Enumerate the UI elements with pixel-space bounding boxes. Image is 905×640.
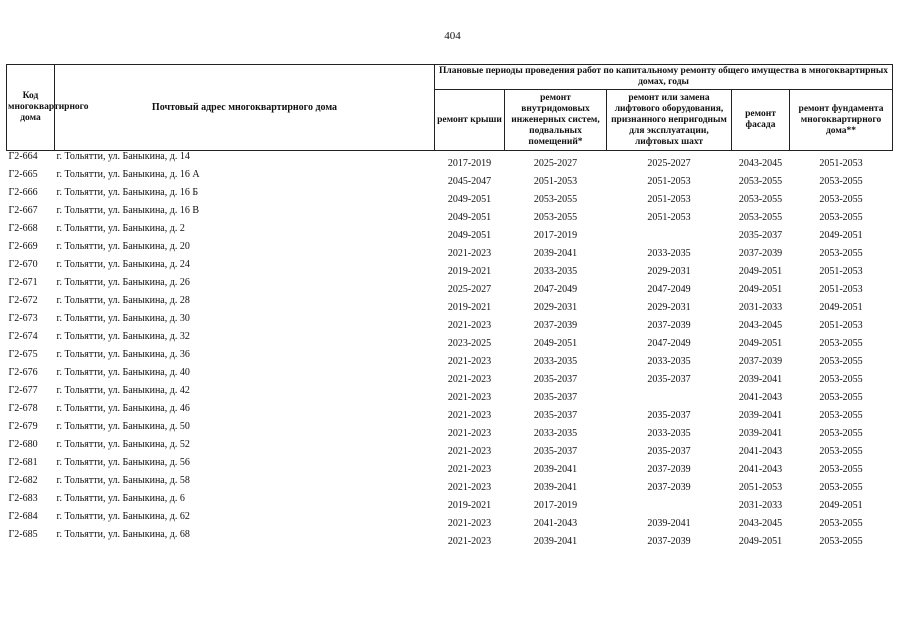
cell-systems: 2039-2041 [533,482,578,493]
page-number: 404 [444,30,461,42]
cell-lift: 2035-2037 [647,446,691,457]
cell-code: Г2-669 [8,241,38,252]
cell-facade: 2043-2045 [738,518,783,529]
cell-lift: 2033-2035 [647,428,691,439]
cell-lift: 2035-2037 [647,410,691,421]
cell-systems: 2033-2035 [533,356,578,367]
cell-roof: 2021-2023 [447,536,492,547]
cell-code: Г2-682 [8,475,38,486]
table-row [7,511,893,529]
cell-roof: 2021-2023 [447,482,492,493]
cell-foundation: 2053-2055 [819,338,863,349]
cell-foundation: 2053-2055 [819,428,863,439]
cell-address: г. Тольятти, ул. Баныкина, д. 20 [56,241,190,252]
cell-address: г. Тольятти, ул. Баныкина, д. 68 [56,529,190,540]
cell-systems: 2035-2037 [533,392,578,403]
cell-address: г. Тольятти, ул. Баныкина, д. 16 В [56,205,199,216]
cell-code: Г2-683 [8,493,38,504]
table-row [7,403,893,421]
cell-address: г. Тольятти, ул. Баныкина, д. 16 Б [56,187,199,198]
header-group: Плановые периоды проведения работ по капитальному ремонту общего имущества в многоквартирных домах, годы [435,65,893,90]
table-row [7,367,893,385]
header-systems: ремонт внутридомовых инженерных систем, подвальных помещений* [505,90,607,151]
cell-systems: 2033-2035 [533,428,578,439]
cell-code: Г2-675 [8,349,38,360]
cell-lift: 2039-2041 [647,518,691,529]
cell-code: Г2-672 [8,295,38,306]
cell-facade: 2043-2045 [738,320,783,331]
cell-systems: 2039-2041 [533,248,578,259]
cell-systems: 2047-2049 [533,284,578,295]
cell-lift: 2051-2053 [647,212,691,223]
cell-code: Г2-665 [8,169,38,180]
cell-systems: 2035-2037 [533,410,578,421]
cell-systems: 2017-2019 [533,230,578,241]
cell-address: г. Тольятти, ул. Баныкина, д. 16 А [56,169,200,180]
header-facade: ремонт фасада [732,90,790,151]
cell-address: г. Тольятти, ул. Баныкина, д. 56 [56,457,190,468]
cell-roof: 2045-2047 [447,176,492,187]
cell-code: Г2-685 [8,529,38,540]
cell-systems: 2037-2039 [533,320,578,331]
table-body [7,151,893,548]
cell-systems: 2035-2037 [533,374,578,385]
table-row [7,457,893,475]
cell-roof: 2021-2023 [447,320,492,331]
cell-facade: 2049-2051 [738,284,783,295]
cell-systems: 2039-2041 [533,464,578,475]
cell-address: г. Тольятти, ул. Баныкина, д. 24 [56,259,190,270]
cell-roof: 2049-2051 [447,194,492,205]
cell-facade: 2051-2053 [738,482,783,493]
table-row [7,151,893,170]
cell-foundation: 2049-2051 [819,302,863,313]
cell-code: Г2-674 [8,331,38,342]
cell-code: Г2-677 [8,385,38,396]
cell-lift [607,385,732,403]
cell-systems: 2041-2043 [533,518,578,529]
cell-systems: 2025-2027 [533,158,578,169]
cell-facade: 2053-2055 [738,212,783,223]
cell-code: Г2-673 [8,313,38,324]
table-row [7,331,893,349]
cell-roof: 2021-2023 [447,428,492,439]
cell-facade: 2049-2051 [738,536,783,547]
cell-address: г. Тольятти, ул. Баныкина, д. 36 [56,349,190,360]
cell-foundation: 2053-2055 [819,536,863,547]
cell-systems: 2049-2051 [533,338,578,349]
cell-address: г. Тольятти, ул. Баныкина, д. 46 [56,403,190,414]
cell-foundation: 2053-2055 [819,464,863,475]
cell-roof: 2019-2021 [447,266,492,277]
cell-code: Г2-667 [8,205,38,216]
cell-code: Г2-676 [8,367,38,378]
cell-address: г. Тольятти, ул. Баныкина, д. 58 [56,475,190,486]
cell-foundation: 2053-2055 [819,374,863,385]
cell-facade: 2049-2051 [738,338,783,349]
table-row [7,475,893,493]
cell-address: г. Тольятти, ул. Баныкина, д. 2 [56,223,185,234]
cell-address: г. Тольятти, ул. Баныкина, д. 26 [56,277,190,288]
cell-lift: 2029-2031 [647,266,691,277]
cell-facade: 2039-2041 [738,410,783,421]
header-address: Почтовый адрес многоквартирного дома [55,65,435,151]
table-row [7,241,893,259]
table-row [7,421,893,439]
table-row [7,187,893,205]
cell-address: г. Тольятти, ул. Баныкина, д. 50 [56,421,190,432]
cell-roof: 2021-2023 [447,248,492,259]
cell-code: Г2-664 [8,151,38,162]
cell-lift [607,223,732,241]
cell-foundation: 2051-2053 [819,158,863,169]
header-roof: ремонт крыши [435,90,505,151]
cell-address: г. Тольятти, ул. Баныкина, д. 52 [56,439,190,450]
cell-facade: 2037-2039 [738,248,783,259]
cell-facade: 2031-2033 [738,302,783,313]
cell-code: Г2-684 [8,511,38,522]
cell-code: Г2-670 [8,259,38,270]
cell-lift: 2051-2053 [647,176,691,187]
cell-foundation: 2053-2055 [819,176,863,187]
cell-foundation: 2051-2053 [819,284,863,295]
cell-foundation: 2053-2055 [819,392,863,403]
table-row [7,205,893,223]
cell-lift: 2035-2037 [647,374,691,385]
cell-facade: 2031-2033 [738,500,783,511]
cell-roof: 2021-2023 [447,392,492,403]
cell-foundation: 2053-2055 [819,446,863,457]
cell-foundation: 2051-2053 [819,320,863,331]
cell-lift: 2029-2031 [647,302,691,313]
cell-code: Г2-679 [8,421,38,432]
cell-roof: 2049-2051 [447,212,492,223]
cell-foundation: 2049-2051 [819,230,863,241]
header-foundation: ремонт фундамента многоквартирного дома** [790,90,893,151]
cell-facade: 2053-2055 [738,176,783,187]
table-row [7,295,893,313]
cell-foundation: 2053-2055 [819,248,863,259]
cell-systems: 2033-2035 [533,266,578,277]
cell-lift [607,493,732,511]
cell-foundation: 2053-2055 [819,482,863,493]
cell-roof: 2021-2023 [447,446,492,457]
cell-facade: 2041-2043 [738,446,783,457]
table-row [7,349,893,367]
cell-facade: 2039-2041 [738,428,783,439]
cell-roof: 2021-2023 [447,356,492,367]
cell-roof: 2021-2023 [447,410,492,421]
cell-facade: 2037-2039 [738,356,783,367]
table-header [7,65,893,151]
table-row [7,313,893,331]
cell-address: г. Тольятти, ул. Баныкина, д. 30 [56,313,190,324]
table-row [7,223,893,241]
cell-address: г. Тольятти, ул. Баныкина, д. 62 [56,511,190,522]
table-row [7,493,893,511]
cell-code: Г2-680 [8,439,38,450]
cell-lift: 2025-2027 [647,158,691,169]
cell-lift: 2051-2053 [647,194,691,205]
cell-address: г. Тольятти, ул. Баныкина, д. 32 [56,331,190,342]
cell-lift: 2037-2039 [647,536,691,547]
table-row [7,277,893,295]
cell-address: г. Тольятти, ул. Баныкина, д. 14 [56,151,190,162]
cell-address: г. Тольятти, ул. Баныкина, д. 40 [56,367,190,378]
cell-roof: 2023-2025 [447,338,492,349]
cell-facade: 2041-2043 [738,392,783,403]
cell-foundation: 2051-2053 [819,266,863,277]
cell-code: Г2-668 [8,223,38,234]
cell-code: Г2-666 [8,187,38,198]
header-code: Код многоквартирного дома [7,65,55,151]
cell-facade: 2049-2051 [738,266,783,277]
cell-foundation: 2049-2051 [819,500,863,511]
cell-systems: 2053-2055 [533,212,578,223]
cell-roof: 2049-2051 [447,230,492,241]
table-row [7,385,893,403]
repair-schedule-table [6,64,893,547]
cell-foundation: 2053-2055 [819,410,863,421]
cell-foundation: 2053-2055 [819,356,863,367]
cell-roof: 2025-2027 [447,284,492,295]
cell-facade: 2043-2045 [738,158,783,169]
cell-roof: 2019-2021 [447,500,492,511]
cell-foundation: 2053-2055 [819,518,863,529]
cell-facade: 2035-2037 [738,230,783,241]
cell-lift: 2033-2035 [647,248,691,259]
cell-roof: 2021-2023 [447,374,492,385]
cell-systems: 2017-2019 [533,500,578,511]
cell-facade: 2041-2043 [738,464,783,475]
cell-address: г. Тольятти, ул. Баныкина, д. 6 [56,493,185,504]
cell-code: Г2-678 [8,403,38,414]
header-lift: ремонт или замена лифтового оборудования, признанного непригодным для эксплуатации, лифтовых шахт [607,90,732,151]
cell-systems: 2053-2055 [533,194,578,205]
cell-address: г. Тольятти, ул. Баныкина, д. 28 [56,295,190,306]
cell-code: Г2-681 [8,457,38,468]
cell-lift: 2037-2039 [647,482,691,493]
cell-lift: 2047-2049 [647,284,691,295]
cell-lift: 2037-2039 [647,320,691,331]
cell-address: г. Тольятти, ул. Баныкина, д. 42 [56,385,190,396]
cell-lift: 2047-2049 [647,338,691,349]
cell-systems: 2051-2053 [533,176,578,187]
table-container [6,64,892,547]
table-row [7,439,893,457]
cell-facade: 2053-2055 [738,194,783,205]
cell-facade: 2039-2041 [738,374,783,385]
table-row [7,169,893,187]
cell-lift: 2033-2035 [647,356,691,367]
cell-roof: 2019-2021 [447,302,492,313]
cell-lift: 2037-2039 [647,464,691,475]
cell-systems: 2039-2041 [533,536,578,547]
table-row [7,259,893,277]
cell-roof: 2017-2019 [447,158,492,169]
cell-systems: 2029-2031 [533,302,578,313]
cell-roof: 2021-2023 [447,518,492,529]
cell-foundation: 2053-2055 [819,212,863,223]
cell-code: Г2-671 [8,277,38,288]
table-row [7,529,893,547]
cell-foundation: 2053-2055 [819,194,863,205]
cell-systems: 2035-2037 [533,446,578,457]
cell-roof: 2021-2023 [447,464,492,475]
